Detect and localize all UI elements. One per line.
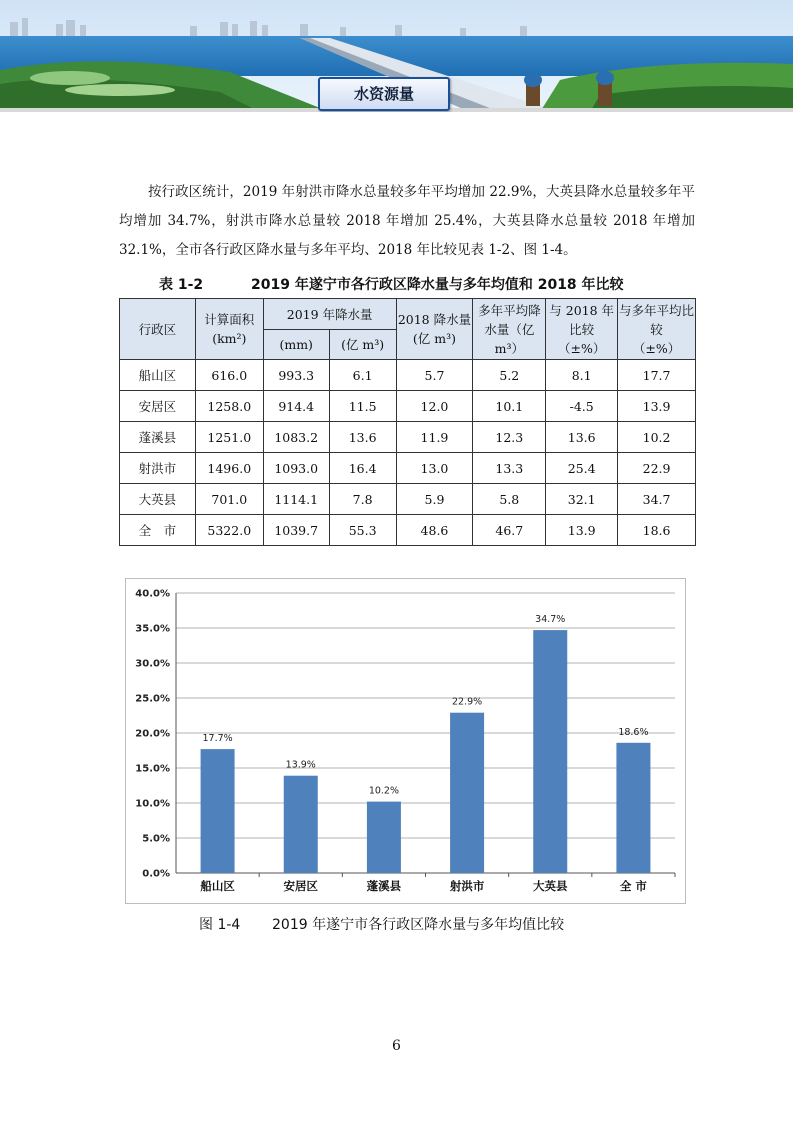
district-cell: 蓬溪县 <box>120 422 196 453</box>
figure-caption <box>199 914 564 934</box>
table-row <box>120 360 696 391</box>
paragraph-text: 按行政区统计，2019 年射洪市降水总量较多年平均增加 22.9%，大英县降水总量较多年平均增加 34.7%，射洪市降水总量较 2018 年增加 25.4%，大英县降水总量较 2018 年增加 32.1%，全市各行政区降水量与多年平均、2018 年比较见表 1-2、图 1-4。 <box>119 184 695 258</box>
header-average: 多年平均降水量（亿 m³） <box>473 299 546 360</box>
x-tick-label: 大英县 <box>533 879 568 893</box>
x-tick-label: 全 市 <box>619 879 647 893</box>
value-cell: 13.9 <box>546 515 618 546</box>
value-cell: 11.5 <box>329 391 396 422</box>
value-cell: 48.6 <box>396 515 473 546</box>
district-cell: 全 市 <box>120 515 196 546</box>
header-banner <box>0 0 793 112</box>
table-body <box>120 360 696 546</box>
bar <box>367 802 401 873</box>
value-cell: 13.6 <box>329 422 396 453</box>
bar <box>533 630 567 873</box>
bar <box>450 713 484 873</box>
value-cell: 18.6 <box>618 515 696 546</box>
data-label: 22.9% <box>451 696 483 708</box>
value-cell: 12.0 <box>396 391 473 422</box>
value-cell: 1251.0 <box>195 422 263 453</box>
header-compare-2018: 与 2018 年比较 （±%） <box>546 299 618 360</box>
header-compare-average: 与多年平均比较 （±%） <box>618 299 696 360</box>
value-cell: 13.0 <box>396 453 473 484</box>
bar <box>201 749 235 873</box>
value-cell: 13.3 <box>473 453 546 484</box>
header-area-unit: (km²) <box>212 331 247 346</box>
value-cell: 12.3 <box>473 422 546 453</box>
district-cell: 安居区 <box>120 391 196 422</box>
data-label: 13.9% <box>285 759 316 771</box>
value-cell: 22.9 <box>618 453 696 484</box>
header-compare-2018-unit: （±%） <box>558 340 606 356</box>
y-tick-label: 0.0% <box>142 868 170 880</box>
data-label: 18.6% <box>618 726 649 738</box>
bar-chart <box>126 579 685 903</box>
value-cell: 5.8 <box>473 484 546 515</box>
value-cell: 1114.1 <box>263 484 329 515</box>
table-caption-number: 表 1-2 <box>159 277 204 293</box>
district-cell: 射洪市 <box>120 453 196 484</box>
x-tick-label: 蓬溪县 <box>366 879 402 893</box>
data-label: 10.2% <box>368 785 400 797</box>
header-rain2018: 2018 降水量(亿 m³) <box>396 299 473 360</box>
table-caption-title: 2019 年遂宁市各行政区降水量与多年均值和 2018 年比较 <box>251 277 624 293</box>
section-title-tab: 水资源量 <box>318 77 450 111</box>
precipitation-table <box>119 298 696 546</box>
x-tick-label: 射洪市 <box>449 879 485 893</box>
body-paragraph <box>119 178 695 265</box>
table-row <box>120 484 696 515</box>
value-cell: 1039.7 <box>263 515 329 546</box>
value-cell: 34.7 <box>618 484 696 515</box>
value-cell: 46.7 <box>473 515 546 546</box>
value-cell: 16.4 <box>329 453 396 484</box>
header-area: 计算面积 (km²) <box>195 299 263 360</box>
value-cell: 616.0 <box>195 360 263 391</box>
table-row <box>120 453 696 484</box>
value-cell: -4.5 <box>546 391 618 422</box>
table-row <box>120 391 696 422</box>
value-cell: 17.7 <box>618 360 696 391</box>
y-tick-label: 35.0% <box>135 623 170 635</box>
header-rain2019-volume: (亿 m³) <box>329 330 396 360</box>
value-cell: 32.1 <box>546 484 618 515</box>
value-cell: 701.0 <box>195 484 263 515</box>
data-label: 17.7% <box>202 733 233 745</box>
value-cell: 25.4 <box>546 453 618 484</box>
header-compare-average-unit: （±%） <box>632 340 681 356</box>
value-cell: 5.2 <box>473 360 546 391</box>
x-tick-label: 船山区 <box>200 879 235 893</box>
value-cell: 10.2 <box>618 422 696 453</box>
value-cell: 5.7 <box>396 360 473 391</box>
district-cell: 大英县 <box>120 484 196 515</box>
bar <box>616 743 650 873</box>
bar <box>284 776 318 873</box>
header-rain2019: 2019 年降水量 <box>263 299 396 330</box>
value-cell: 1496.0 <box>195 453 263 484</box>
district-cell: 船山区 <box>120 360 196 391</box>
y-tick-label: 40.0% <box>135 588 170 600</box>
value-cell: 8.1 <box>546 360 618 391</box>
value-cell: 55.3 <box>329 515 396 546</box>
value-cell: 914.4 <box>263 391 329 422</box>
value-cell: 1258.0 <box>195 391 263 422</box>
y-tick-label: 25.0% <box>135 693 170 705</box>
header-rain2019-mm: (mm) <box>263 330 329 360</box>
figure-caption-title: 2019 年遂宁市各行政区降水量与多年均值比较 <box>272 917 565 933</box>
y-tick-label: 15.0% <box>135 763 170 775</box>
value-cell: 13.9 <box>618 391 696 422</box>
value-cell: 993.3 <box>263 360 329 391</box>
y-tick-label: 20.0% <box>135 728 170 740</box>
x-tick-label: 安居区 <box>283 879 318 893</box>
value-cell: 13.6 <box>546 422 618 453</box>
y-tick-label: 30.0% <box>135 658 170 670</box>
value-cell: 1083.2 <box>263 422 329 453</box>
data-label: 34.7% <box>535 614 566 626</box>
value-cell: 10.1 <box>473 391 546 422</box>
table-row <box>120 515 696 546</box>
header-district: 行政区 <box>120 299 196 360</box>
y-tick-label: 10.0% <box>135 798 170 810</box>
table-caption <box>159 274 679 294</box>
value-cell: 6.1 <box>329 360 396 391</box>
value-cell: 5322.0 <box>195 515 263 546</box>
table-row <box>120 422 696 453</box>
value-cell: 5.9 <box>396 484 473 515</box>
value-cell: 11.9 <box>396 422 473 453</box>
chart-frame <box>125 578 686 904</box>
value-cell: 1093.0 <box>263 453 329 484</box>
y-tick-label: 5.0% <box>142 833 170 845</box>
value-cell: 7.8 <box>329 484 396 515</box>
figure-caption-number: 图 1-4 <box>199 917 241 933</box>
page-number: 6 <box>392 1038 401 1054</box>
